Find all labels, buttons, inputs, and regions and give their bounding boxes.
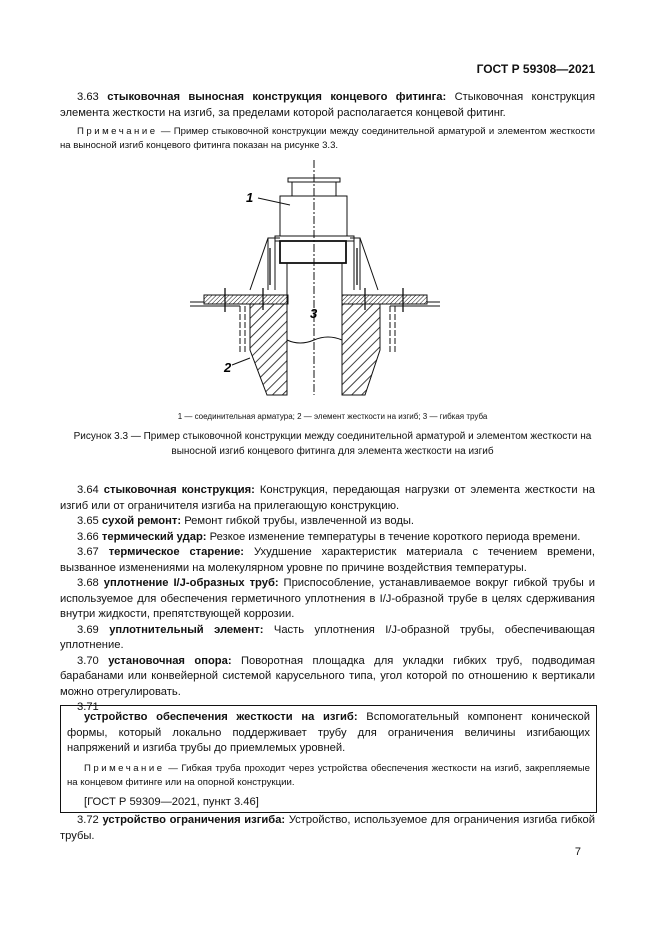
term-title: устройство обеспечения жесткости на изгиб:	[84, 711, 358, 723]
term-entry: 3.64 стыковочная конструкция: Конструкция, передающая нагрузки от элемента жесткости на изгиб или от ограничителя изгиба на прилегающую конструкцию.	[60, 484, 596, 512]
figure-3-3-drawing	[190, 160, 460, 400]
terms-list	[60, 483, 595, 716]
term-entry: 3.69 уплотнительный элемент: Часть уплотнения I/J-образной трубы, обеспечивающая уплотнение.	[60, 623, 595, 651]
note-text: — Гибкая труба проходит через устройства обеспечения жесткости на изгиб, закрепляемые на концевом фитинге или на опорной конструкции.	[67, 762, 590, 788]
figure-caption: Рисунок 3.3 — Пример стыковочной конструкции между соединительной арматурой и элементом жесткости на выносной изгиб концевого фитинга для элемента жесткости на изгиб	[73, 431, 592, 457]
figure-legend: 1 — соединительная арматура; 2 — элемент жесткости на изгиб; 3 — гибкая труба	[177, 412, 488, 421]
term-definition: Вспомогательный компонент конической формы, который локально поддерживает трубу для ограничения величины изгибающих напряжений и изгиба трубы до приемлемых уровней.	[67, 711, 591, 754]
note-label: Примечание	[84, 762, 165, 774]
term-title: стыковочная выносная конструкция концевого фитинга:	[107, 91, 447, 103]
term-entry: 3.67 термическое старение: Ухудшение характеристик материала с течением времени, вызванное изменениями на молекулярном уровне по причине воздействия температуры.	[60, 546, 596, 574]
source-reference: [ГОСТ Р 59309—2021, пункт 3.46]	[84, 795, 259, 808]
document-id: ГОСТ Р 59308—2021	[476, 62, 595, 76]
term-entry: 3.65 сухой ремонт: Ремонт гибкой трубы, извлеченной из воды.	[77, 515, 415, 527]
term-number-3-71: 3.71	[77, 701, 99, 713]
note-text: — Пример стыковочной конструкции между соединительной арматурой и элементом жесткости на выносной изгиб концевого фитинга показан на рисунке 3.3.	[60, 126, 595, 151]
term-entry: 3.66 термический удар: Резкое изменение температуры в течение короткого периода времени.	[77, 530, 581, 543]
label-2: 2	[224, 360, 232, 375]
term-3-72: 3.72 устройство ограничения изгиба: Устройство, используемое для ограничения изгиба гибкой трубы.	[60, 814, 596, 842]
term-3-71-box	[60, 705, 597, 813]
label-3: 3	[310, 306, 318, 321]
label-1: 1	[246, 190, 254, 205]
term-entry: 3.68 уплотнение I/J-образных труб: Приспособление, устанавливаемое вокруг гибкой трубы и используемое для обеспечения герметичного уплотнения в I/J-образной трубе в целях сдерживания внутри жидкости, препятствующей коррозии.	[60, 577, 596, 620]
term-definition: Стыковочная конструкция элемента жесткости на изгиб, за пределами которой располагается концевой фитинг.	[60, 91, 595, 119]
term-entry: 3.70 установочная опора: Поворотная площадка для укладки гибких труб, подводимая барабанами или конвейерной системой карусельного типа, угол которой по отношению к вертикали можно отрегулировать.	[60, 654, 596, 698]
page-number: 7	[574, 846, 581, 858]
term-number: 3.63	[77, 91, 99, 103]
note-label: Примечание	[77, 126, 158, 137]
term-3-63	[60, 90, 595, 153]
